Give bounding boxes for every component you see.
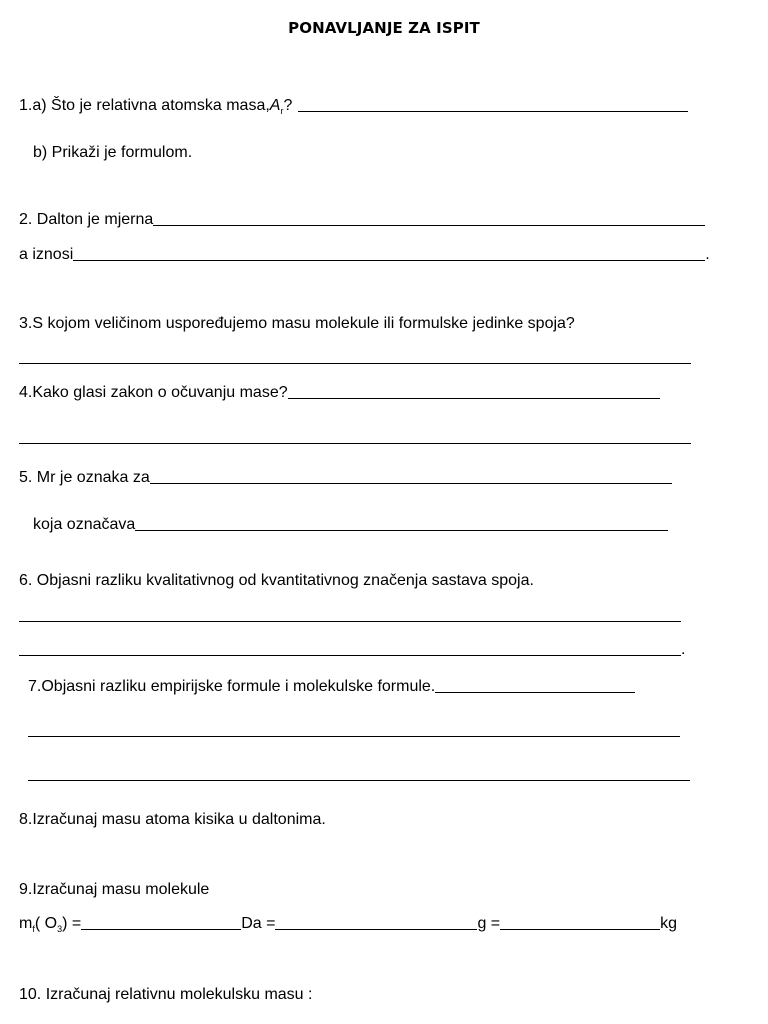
formula-open: ( O [34,915,58,932]
question-1b-text: b) Prikaži je formulom. [33,144,193,161]
period-6: . [681,641,686,658]
question-4-text: 4.Kako glasi zakon o očuvanju mase? [19,384,288,401]
answer-line-2b[interactable] [73,260,705,261]
question-5-line2-text: koja označava [33,516,136,533]
question-2-line2 [19,245,710,265]
question-3-text: 3.S kojom veličinom uspoređujemo masu molekule ili formulske jedinke spoja? [19,315,575,332]
answer-line-6a[interactable] [19,621,681,622]
question-6-text: 6. Objasni razliku kvalitativnog od kvantitativnog značenja sastava spoja. [19,572,534,589]
unit-kg: kg [660,915,678,932]
answer-line-6b[interactable] [19,655,681,656]
question-mark: ? [283,97,293,114]
question-5-line2 [33,515,668,535]
formula-o-subscript: 3 [57,924,63,934]
answer-line-4b[interactable] [19,443,691,444]
question-9-text: 9.Izračunaj masu molekule [19,881,210,898]
question-6 [19,571,534,591]
answer-line-5b[interactable] [135,530,668,531]
answer-line-7b[interactable] [28,736,680,737]
question-2-text: 2. Dalton je mjerna [19,211,154,228]
question-4 [19,383,660,403]
question-5 [19,468,672,488]
question-2-line2-text: a iznosi [19,246,74,263]
unit-da: Da = [241,915,276,932]
answer-line-7c[interactable] [28,780,690,781]
unit-g: g = [477,915,501,932]
symbol-a: A [269,97,281,114]
question-7-text: 7.Objasni razliku empirijske formule i molekulske formule. [28,678,436,695]
question-8 [19,810,326,830]
answer-line-9-g[interactable] [275,929,477,930]
period-6-row [681,640,685,660]
answer-line-1a[interactable] [298,111,688,112]
question-5-text: 5. Mr je oznaka za [19,469,150,486]
answer-line-2a[interactable] [153,225,705,226]
question-2 [19,210,705,230]
question-1a-text: 1.a) Što je relativna atomska masa, [19,97,270,114]
formula-m: m [19,915,33,932]
answer-line-5a[interactable] [150,483,672,484]
question-10 [19,985,312,1005]
answer-line-9-kg[interactable] [500,929,660,930]
question-3 [19,314,575,334]
symbol-a-subscript: r [280,106,284,116]
answer-line-9-da[interactable] [81,929,241,930]
question-10-text: 10. Izračunaj relativnu molekulsku masu : [19,986,313,1003]
answer-line-7a[interactable] [435,692,635,693]
question-8-text: 8.Izračunaj masu atoma kisika u daltonima. [19,811,326,828]
formula-close: ) = [62,915,82,932]
page-title: PONAVLJANJE ZA ISPIT [288,19,480,37]
question-1b [33,143,192,163]
question-9 [19,880,209,900]
answer-line-4a[interactable] [288,398,660,399]
question-1a [19,96,688,117]
answer-line-3[interactable] [19,363,691,364]
period-2: . [705,246,710,263]
formula-m-subscript: f [32,924,35,934]
question-7 [28,677,635,697]
question-9-formula [19,914,677,935]
